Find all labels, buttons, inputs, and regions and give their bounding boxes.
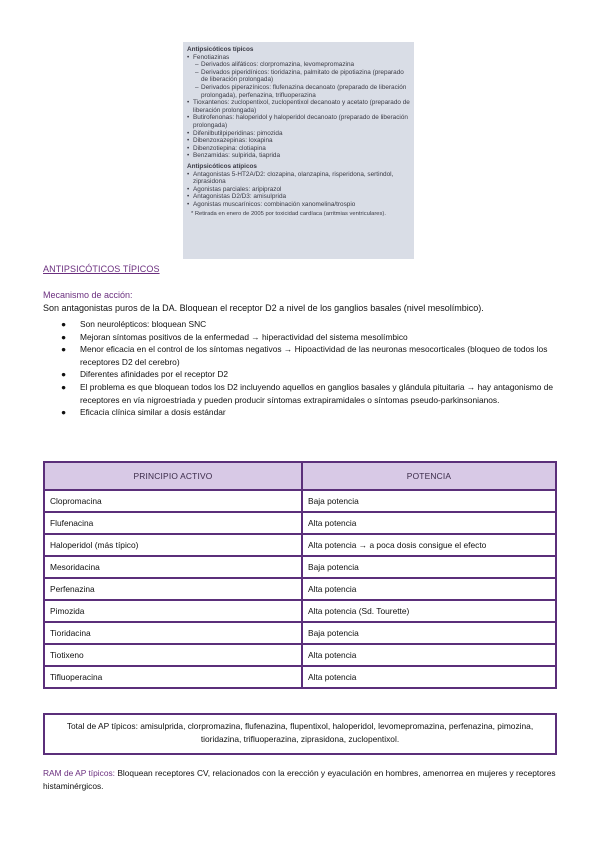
drug-name: Tioridacina — [44, 622, 302, 644]
mechanism-label: Mecanismo de acción: — [43, 290, 133, 300]
drug-name: Mesoridacina — [44, 556, 302, 578]
column-header-potency: POTENCIA — [302, 462, 556, 490]
table-row — [44, 600, 556, 622]
list-item: ● Son neurolépticos: bloquean SNC — [61, 319, 207, 329]
table-row — [44, 622, 556, 644]
figure-item: • Dibenzoxazepinas: loxapina — [187, 137, 410, 145]
figure-note: * Retirada en enero de 2005 por toxicidad cardíaca (arritmias ventriculares). — [191, 211, 386, 218]
drug-potency: Baja potencia — [302, 490, 556, 512]
figure-item: • Butirofenonas: haloperidol y haloperidol decanoato (preparado de liberación prolongada) — [187, 114, 410, 129]
ram-paragraph — [43, 767, 563, 793]
figure-item: • Benzamidas: sulpirida, tiaprida — [187, 152, 410, 160]
drug-potency-table — [43, 461, 557, 689]
table-row — [44, 556, 556, 578]
drug-potency: Alta potencia — [302, 644, 556, 666]
ram-label: RAM de AP típicos: — [43, 768, 115, 778]
drug-name: Tiotixeno — [44, 644, 302, 666]
bullet-icon: ● — [61, 319, 67, 329]
figure-item: • Dibenzotiepina: clotiapina — [187, 145, 410, 153]
figure-item: • Tioxantenos: zuclopentixol, zuclopentixol decanoato y acetato (preparado de liberación prolongada) — [187, 99, 410, 114]
mechanism-text: Son antagonistas puros de la DA. Bloquean el receptor D2 a nivel de los ganglios basales (nivel mesolímbico). — [43, 303, 484, 313]
drug-name: Pimozida — [44, 600, 302, 622]
figure-item: • Antagonistas 5-HT2A/D2: clozapina, olanzapina, risperidona, sertindol, ziprasidona — [187, 171, 410, 186]
table-row — [44, 512, 556, 534]
bullet-icon: ● — [61, 407, 67, 418]
table-row — [44, 490, 556, 512]
list-item: ● Mejoran síntomas positivos de la enfermedad → hiperactividad del sistema mesolímbico — [61, 331, 408, 342]
bullet-icon: ● — [61, 331, 67, 342]
drug-name: Clopromacina — [44, 490, 302, 512]
table-row — [44, 578, 556, 600]
drug-potency: Alta potencia (Sd. Tourette) — [302, 600, 556, 622]
table-row — [44, 534, 556, 556]
list-item: ● El problema es que bloquean todos los D2 incluyendo aquellos en ganglios basales y glándula pituitaria → hay antagonismo de receptores en vía nigroestriada y pueden producir síntomas extrapiramidales o síntomas pseudo-parkinsonianos. — [61, 381, 554, 405]
figure-item: • Antagonistas D2/D3: amisulprida — [187, 193, 410, 201]
drug-name: Flufenacina — [44, 512, 302, 534]
figure-typical-title: Antipsicóticos típicos — [187, 46, 254, 53]
table-row — [44, 666, 556, 688]
bullet-icon: ● — [61, 344, 67, 355]
figure-item: • Agonistas parciales: aripiprazol — [187, 186, 410, 194]
bullet-icon: ● — [61, 369, 67, 380]
figure-item: • Difenilbutilpiperidinas: pimozida — [187, 130, 410, 138]
table-row — [44, 644, 556, 666]
reference-figure — [183, 42, 414, 259]
drug-potency: Alta potencia — [302, 512, 556, 534]
bullet-icon: ● — [61, 381, 67, 392]
total-typical-antipsychotics-box: Total de AP típicos: amisulprida, clorpromazina, flufenazina, flupentixol, haloperidol, levomepromazina, perfenazina, pimozina, tioridazina, trifluoperazina, ziprasidona, zuclopentixol. — [43, 713, 557, 755]
list-item: ● Menor eficacia en el control de los síntomas negativos → Hipoactividad de las neuronas mesocorticales (bloqueo de todos los receptores D2 del cerebro) — [61, 344, 548, 367]
figure-subitem: – Derivados piperidínicos: tioridazina, palmitato de pipotiazina (preparado de liberación prolongada) — [187, 69, 410, 84]
drug-name: Haloperidol (más típico) — [44, 534, 302, 556]
mechanism-bullet-list — [43, 318, 563, 419]
table-header-row — [44, 462, 556, 490]
drug-name: Perfenazina — [44, 578, 302, 600]
figure-subitem: – Derivados alifáticos: clorpromazina, levomepromazina — [187, 61, 410, 69]
drug-potency: Baja potencia — [302, 622, 556, 644]
section-title: ANTIPSICÓTICOS TÍPICOS — [43, 264, 160, 274]
drug-name: Tifluoperacina — [44, 666, 302, 688]
figure-item: • Fenotiazinas — [187, 54, 410, 62]
drug-potency: Baja potencia — [302, 556, 556, 578]
ram-text: Bloquean receptores CV, relacionados con la erección y eyaculación en hombres, amenorrea en mujeres y receptores histaminérgicos. — [43, 768, 556, 792]
list-item: ● Eficacia clínica similar a dosis estándar — [61, 407, 226, 418]
figure-atypical-title: Antipsicóticos atípicos — [187, 162, 257, 170]
drug-potency: Alta potencia — [302, 578, 556, 600]
drug-potency: Alta potencia → a poca dosis consigue el efecto — [302, 534, 556, 556]
column-header-active-principle: PRINCIPIO ACTIVO — [44, 462, 302, 490]
drug-potency: Alta potencia — [302, 666, 556, 688]
figure-item: • Agonistas muscarínicos: combinación xanomelina/trospio — [187, 201, 410, 209]
figure-subitem: – Derivados piperazínicos: flufenazina decanoato (preparado de liberación prolongada), perfenazina, trifluoperazina — [187, 84, 410, 99]
list-item: ● Diferentes afinidades por el receptor D2 — [61, 369, 229, 380]
